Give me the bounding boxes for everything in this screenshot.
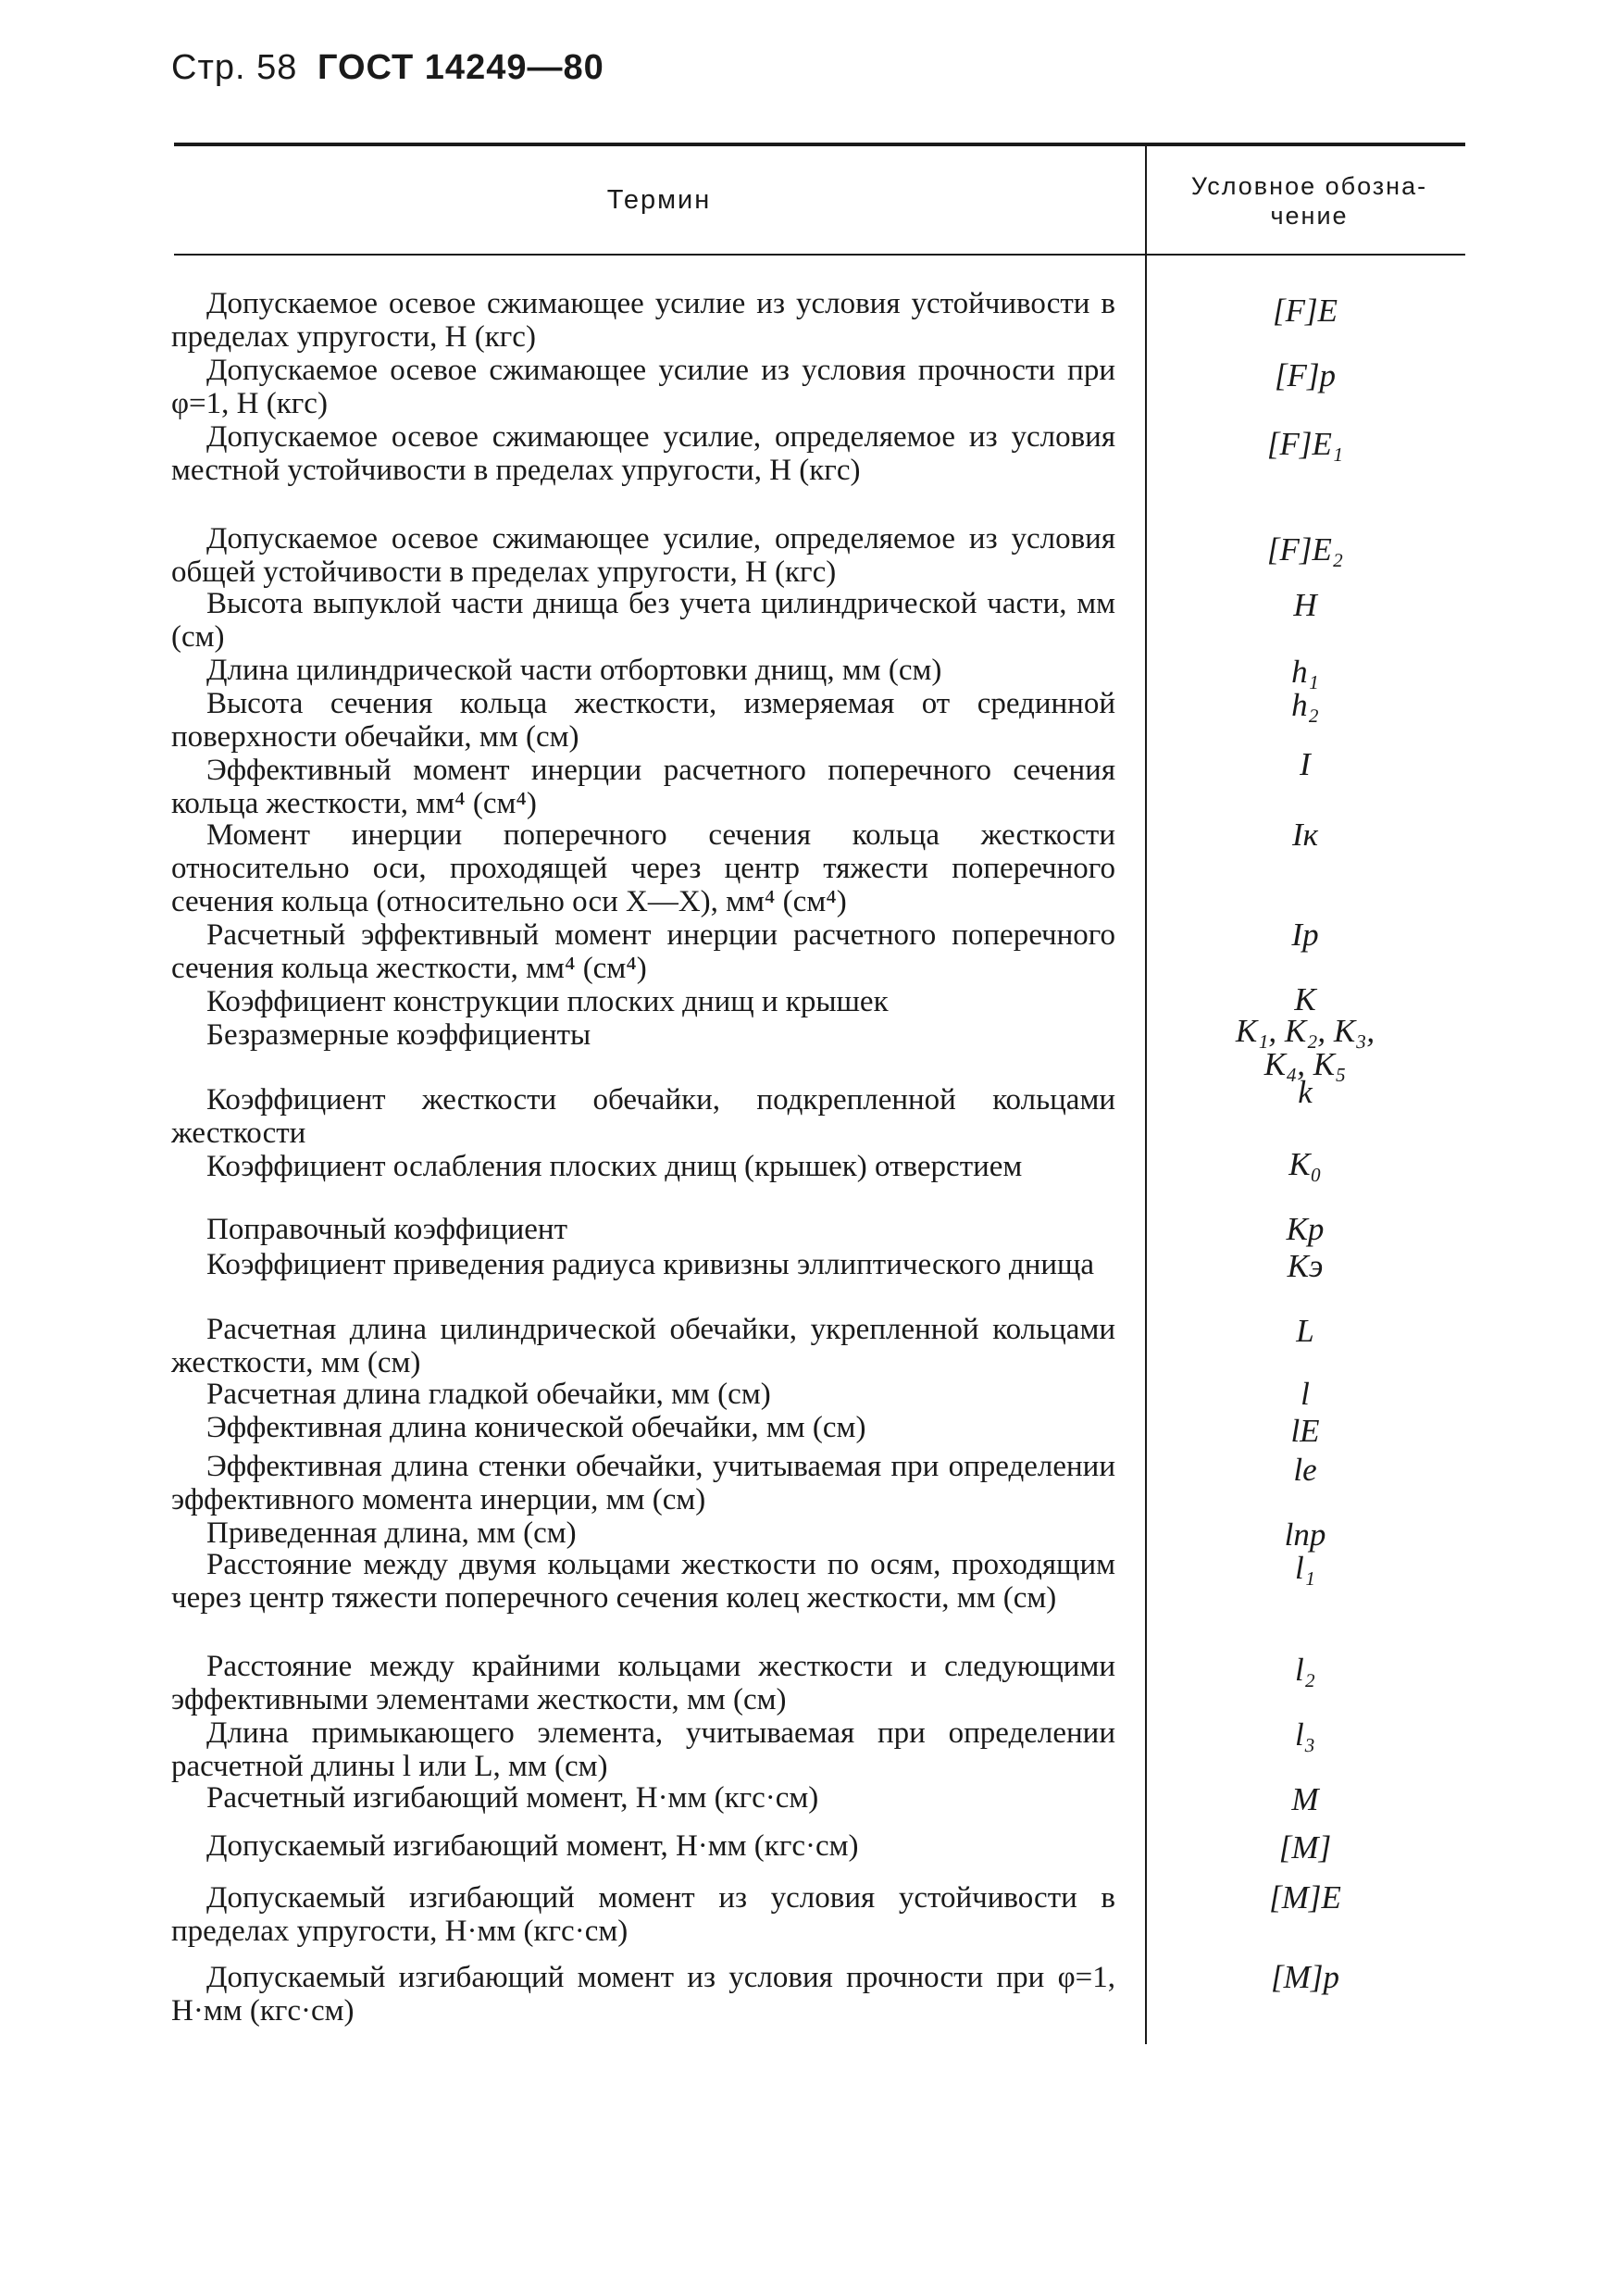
- term-row-9: Момент инерции поперечного сечения кольца жесткости относительно оси, проходящей через центр тяжести поперечного сечения кольца (относительно оси X—X), мм⁴ (см⁴): [171, 818, 1115, 918]
- page-header: [171, 48, 604, 88]
- symbol-row-18: l: [1301, 1376, 1310, 1412]
- term-row-14: Коэффициент ослабления плоских днищ (крышек) отверстием: [206, 1150, 1023, 1183]
- table-header-rule: [174, 254, 1465, 256]
- term-row-13: Коэффициент жесткости обечайки, подкрепленной кольцами жесткости: [171, 1083, 1115, 1150]
- symbol-row-7: h₂: [1291, 687, 1319, 723]
- term-row-22: Расстояние между двумя кольцами жесткости по осям, проходящим через центр тяжести поперечного сечения колец жесткости, мм (см): [171, 1548, 1115, 1615]
- term-row-19: Эффективная длина конической обечайки, мм (см): [206, 1411, 866, 1444]
- term-row-11: Коэффициент конструкции плоских днищ и крышек: [206, 985, 889, 1018]
- term-row-2: Допускаемое осевое сжимающее усилие из условия прочности при φ=1, Н (кгс): [171, 354, 1115, 420]
- term-row-28: Допускаемый изгибающий момент из условия прочности при φ=1, Н·мм (кгс·см): [171, 1961, 1115, 2028]
- term-row-3: Допускаемое осевое сжимающее усилие, определяемое из условия местной устойчивости в пределах упругости, Н (кгс): [171, 420, 1115, 487]
- term-row-18: Расчетная длина гладкой обечайки, мм (см): [206, 1378, 771, 1411]
- symbol-row-8: I: [1300, 746, 1311, 782]
- symbol-row-5: H: [1293, 587, 1317, 623]
- term-row-8: Эффективный момент инерции расчетного поперечного сечения кольца жесткости, мм⁴ (см⁴): [171, 754, 1115, 820]
- symbol-row-22: l₁: [1295, 1550, 1315, 1586]
- symbol-row-1: [F]E: [1273, 293, 1338, 329]
- symbol-row-17: L: [1296, 1313, 1314, 1349]
- symbol-row-27: [M]E: [1269, 1879, 1341, 1915]
- symbol-row-10: Iр: [1291, 917, 1319, 953]
- symbol-row-24: l₃: [1295, 1716, 1315, 1753]
- symbol-row-20: lе: [1293, 1452, 1317, 1488]
- term-row-26: Допускаемый изгибающий момент, Н·мм (кгс·см): [206, 1829, 859, 1863]
- term-row-21: Приведенная длина, мм (см): [206, 1516, 577, 1550]
- term-row-10: Расчетный эффективный момент инерции расчетного поперечного сечения кольца жесткости, мм⁴ (см⁴): [171, 918, 1115, 985]
- term-row-1: Допускаемое осевое сжимающее усилие из условия устойчивости в пределах упругости, Н (кгс): [171, 287, 1115, 354]
- symbol-row-11: K: [1294, 981, 1316, 1017]
- column-header-term: Термин: [606, 185, 712, 215]
- symbol-row-25: M: [1291, 1781, 1319, 1817]
- symbol-row-23: l₂: [1295, 1652, 1315, 1688]
- symbol-row-16: Kэ: [1287, 1248, 1324, 1284]
- term-row-16: Коэффициент приведения радиуса кривизны эллиптического днища: [206, 1248, 1095, 1281]
- symbol-row-26: [M]: [1278, 1829, 1332, 1866]
- symbol-row-14: K₀: [1288, 1146, 1322, 1182]
- term-row-12: Безразмерные коэффициенты: [206, 1018, 591, 1052]
- symbol-row-21: lпр: [1284, 1516, 1326, 1553]
- term-row-27: Допускаемый изгибающий момент из условия устойчивости в пределах упругости, Н·мм (кгс·см): [171, 1881, 1115, 1948]
- term-row-20: Эффективная длина стенки обечайки, учитываемая при определении эффективного момента инерции, мм (см): [171, 1450, 1115, 1516]
- symbol-row-6: h₁: [1291, 654, 1319, 690]
- symbol-row-19: lE: [1290, 1413, 1320, 1449]
- symbol-row-2: [F]р: [1274, 357, 1337, 393]
- table-top-rule: [174, 143, 1465, 146]
- term-row-25: Расчетный изгибающий момент, Н·мм (кгс·см): [206, 1781, 819, 1815]
- symbol-row-9: Iк: [1291, 817, 1319, 853]
- page-number: Стр. 58: [171, 48, 298, 87]
- term-row-6: Длина цилиндрической части отбортовки днищ, мм (см): [206, 654, 942, 687]
- standard-code: ГОСТ 14249—80: [317, 48, 604, 87]
- column-divider: [1145, 146, 1147, 2044]
- term-row-5: Высота выпуклой части днища без учета цилиндрической части, мм (см): [171, 587, 1115, 654]
- symbol-row-4: [F]E₂: [1266, 531, 1344, 568]
- symbol-row-12: K₁, K₂, K₃, K₄, K₅: [1235, 1013, 1375, 1082]
- symbol-row-3: [F]E₁: [1266, 426, 1344, 462]
- symbol-row-28: [M]р: [1271, 1959, 1339, 1995]
- column-header-symbol: Условное обозна- чение: [1190, 172, 1428, 230]
- term-row-15: Поправочный коэффициент: [206, 1213, 567, 1246]
- symbol-row-13: k: [1298, 1074, 1313, 1110]
- symbol-row-15: Kр: [1286, 1211, 1325, 1247]
- term-row-17: Расчетная длина цилиндрической обечайки, укрепленной кольцами жесткости, мм (см): [171, 1313, 1115, 1379]
- term-row-7: Высота сечения кольца жесткости, измеряемая от срединной поверхности обечайки, мм (см): [171, 687, 1115, 754]
- term-row-4: Допускаемое осевое сжимающее усилие, определяемое из условия общей устойчивости в пределах упругости, Н (кгс): [171, 522, 1115, 589]
- term-row-23: Расстояние между крайними кольцами жесткости и следующими эффективными элементами жесткости, мм (см): [171, 1650, 1115, 1716]
- term-row-24: Длина примыкающего элемента, учитываемая при определении расчетной длины l или L, мм (см): [171, 1716, 1115, 1783]
